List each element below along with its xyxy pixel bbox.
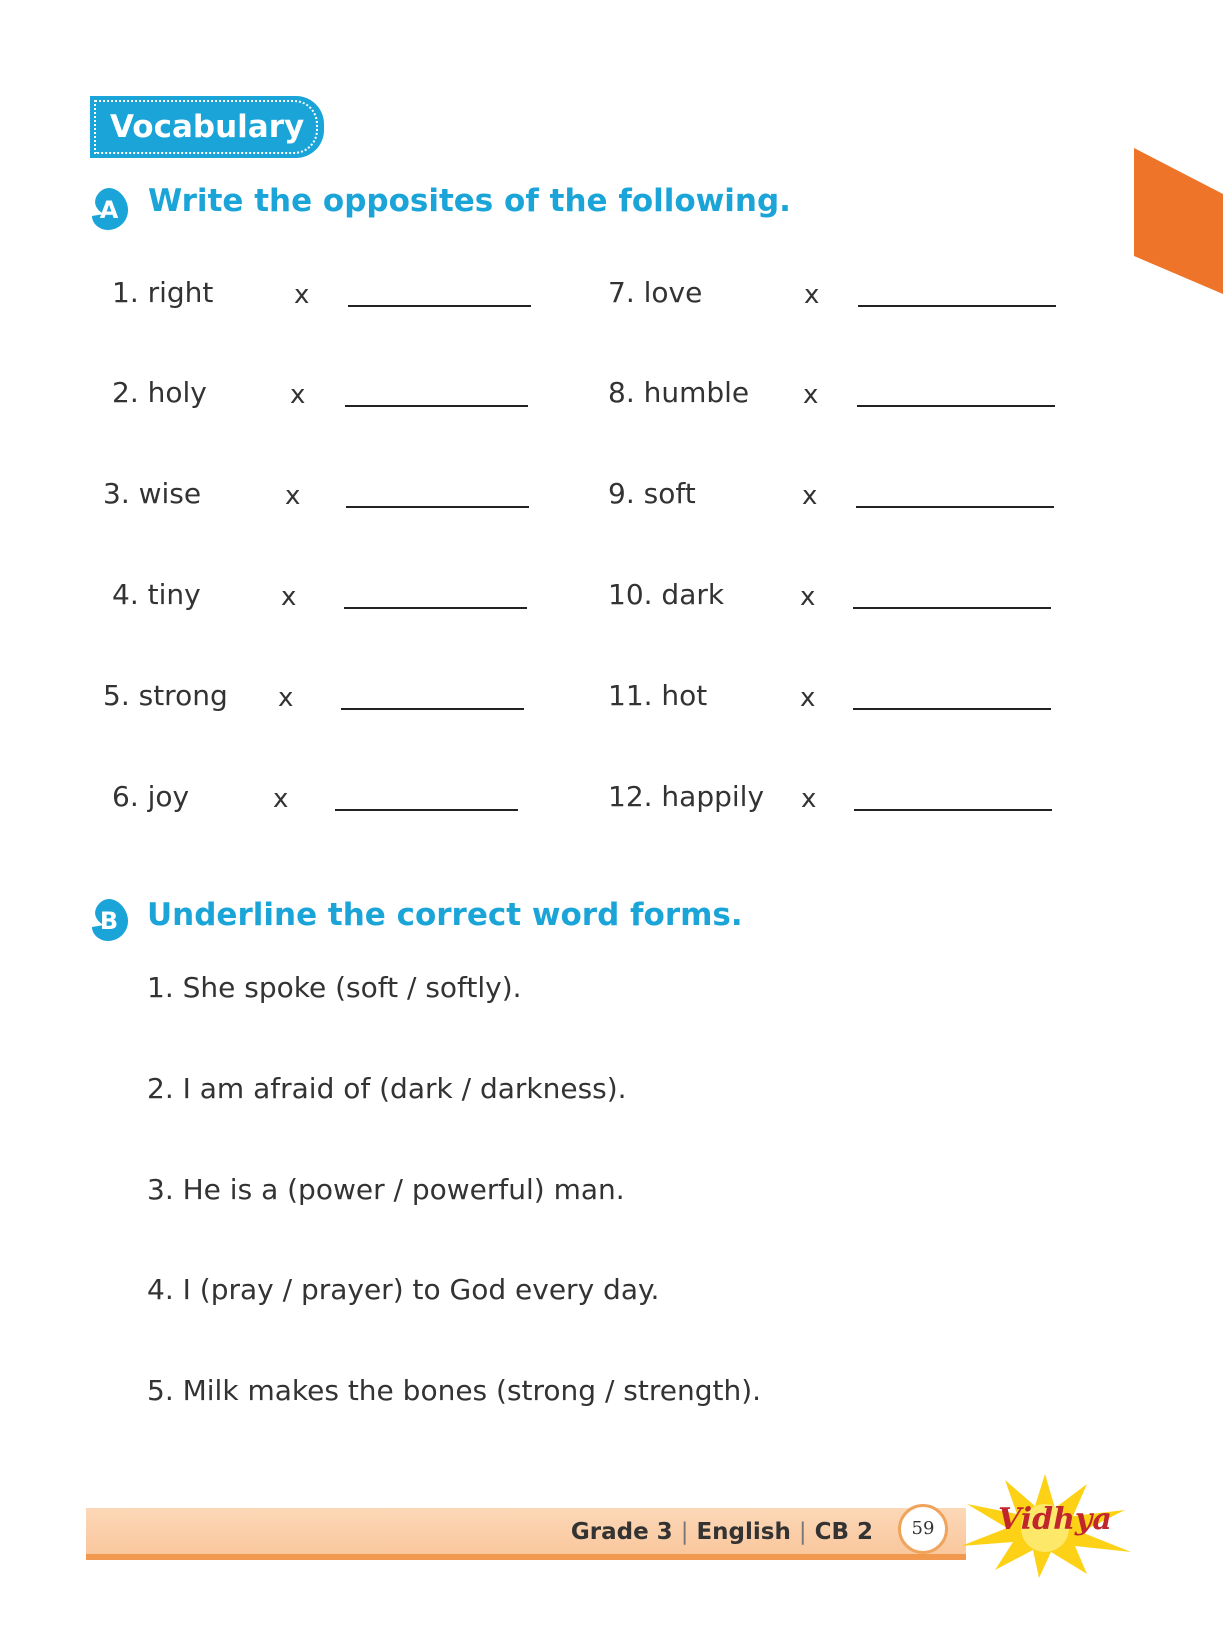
section-b-title: Underline the correct word forms.: [147, 897, 743, 933]
vocabulary-badge: [90, 96, 324, 158]
vocabulary-badge-label: Vocabulary: [94, 100, 318, 154]
answer-blank-11[interactable]: [853, 708, 1051, 710]
cross-7: x: [804, 280, 820, 310]
footer-subject: English: [696, 1519, 791, 1545]
opposite-item-4: 4. tiny: [112, 578, 201, 611]
cross-1: x: [294, 280, 310, 310]
opposite-item-3: 3. wise: [103, 477, 202, 510]
sentence-1: 1. She spoke (soft / softly).: [147, 971, 522, 1004]
cross-11: x: [800, 683, 816, 713]
answer-blank-8[interactable]: [857, 405, 1055, 407]
opposite-item-1: 1. right: [112, 276, 214, 309]
cross-4: x: [281, 582, 297, 612]
corner-tab: [1134, 148, 1223, 294]
section-a-title: Write the opposites of the following.: [148, 183, 791, 219]
cross-8: x: [803, 380, 819, 410]
opposite-item-11: 11. hot: [608, 679, 708, 712]
answer-blank-10[interactable]: [853, 607, 1051, 609]
answer-blank-1[interactable]: [348, 305, 531, 307]
section-b-icon: [88, 897, 130, 943]
footer-grade: Grade 3: [570, 1519, 673, 1545]
cross-9: x: [802, 481, 818, 511]
answer-blank-3[interactable]: [346, 506, 529, 508]
footer-book: CB 2: [814, 1519, 873, 1545]
cross-12: x: [801, 784, 817, 814]
cross-5: x: [278, 683, 294, 713]
opposite-item-9: 9. soft: [608, 477, 696, 510]
sentence-2: 2. I am afraid of (dark / darkness).: [147, 1072, 627, 1105]
answer-blank-7[interactable]: [858, 305, 1056, 307]
cross-2: x: [290, 380, 306, 410]
opposite-item-7: 7. love: [608, 276, 703, 309]
sentence-3: 3. He is a (power / powerful) man.: [147, 1173, 625, 1206]
answer-blank-12[interactable]: [854, 809, 1052, 811]
footer-label: [571, 1512, 873, 1552]
vidhya-logo: Vidhya: [998, 1502, 1112, 1537]
answer-blank-2[interactable]: [345, 405, 528, 407]
footer-separator: |: [680, 1519, 689, 1545]
footer-separator: |: [798, 1519, 807, 1545]
cross-3: x: [285, 481, 301, 511]
opposite-item-12: 12. happily: [608, 780, 765, 813]
answer-blank-4[interactable]: [344, 607, 527, 609]
cross-10: x: [800, 582, 816, 612]
sentence-5: 5. Milk makes the bones (strong / strength).: [147, 1374, 762, 1407]
opposite-item-10: 10. dark: [608, 578, 725, 611]
answer-blank-6[interactable]: [335, 809, 518, 811]
opposite-item-6: 6. joy: [112, 780, 190, 813]
answer-blank-5[interactable]: [341, 708, 524, 710]
section-a-letter: A: [99, 196, 119, 224]
section-b-letter: B: [99, 907, 119, 935]
opposite-item-8: 8. humble: [608, 376, 750, 409]
cross-6: x: [273, 784, 289, 814]
page-number: 59: [898, 1504, 948, 1554]
opposite-item-2: 2. holy: [112, 376, 207, 409]
opposite-item-5: 5. strong: [103, 679, 228, 712]
section-a-icon: [88, 186, 130, 232]
sentence-4: 4. I (pray / prayer) to God every day.: [147, 1273, 660, 1306]
answer-blank-9[interactable]: [856, 506, 1054, 508]
